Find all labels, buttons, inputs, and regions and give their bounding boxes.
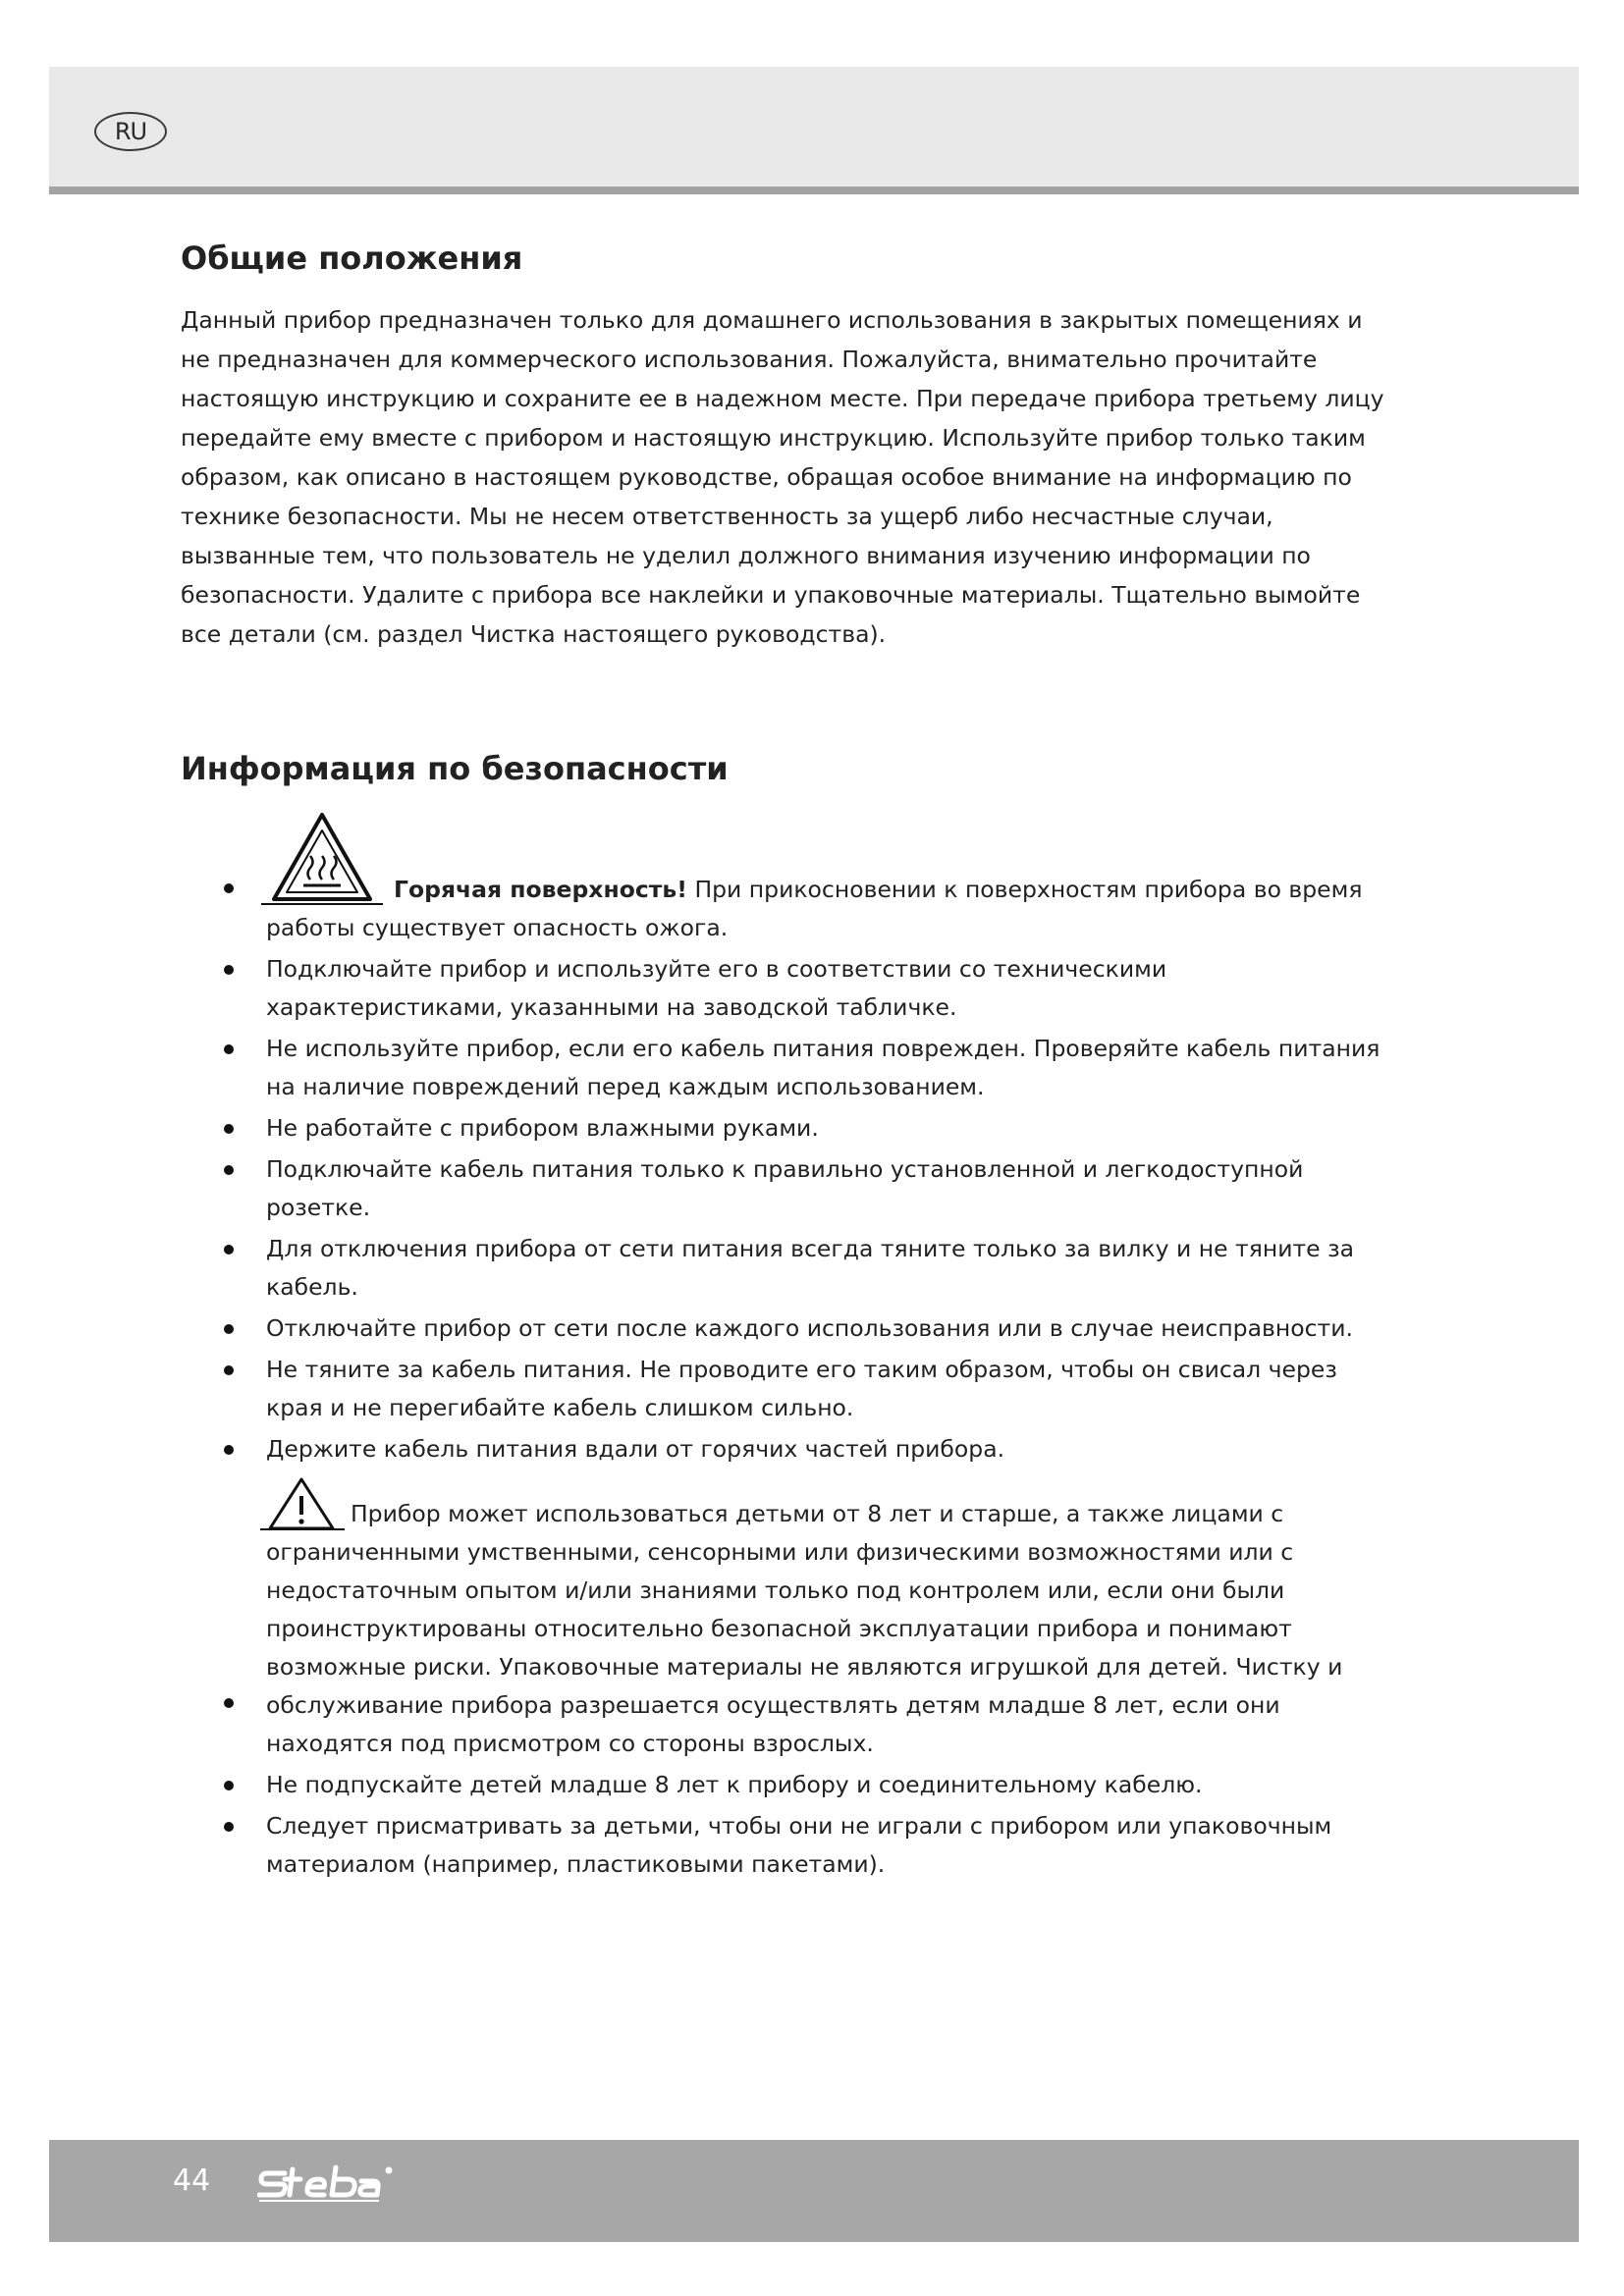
hot-surface-text: При прикосновении к поверхностям прибора во время работы существует опасность ожога.: [266, 876, 1363, 941]
bullet-icon: [224, 1445, 234, 1455]
list-item-text: Следует присматривать за детьми, чтобы они не играли с прибором или упаковочным материалом (например, пластиковыми пакетами).: [266, 1812, 1332, 1878]
list-item-hot-surface: [181, 809, 1398, 947]
bullet-icon: [224, 1698, 234, 1708]
steba-logo: [257, 2160, 418, 2209]
list-item: [181, 1230, 1398, 1307]
hot-surface-title: Горячая поверхность!: [394, 876, 687, 903]
section-title-general: Общие положения: [181, 240, 523, 277]
hot-surface-warning-icon: [266, 809, 378, 909]
bullet-icon: [224, 883, 234, 893]
warning-icon: [266, 1476, 345, 1533]
general-paragraph: Данный прибор предназначен только для домашнего использования в закрытых помещениях и не предназначен для коммерческого использования. Пожалуйста, внимательно прочитайте настоящую инструкцию и сохраните ее в надежном месте. При передаче прибора третьему лицу передайте ему вместе с прибором и настоящую инструкцию. Используйте прибор только таким образом, как описано в настоящем руководстве, обращая особое внимание на информацию по технике безопасности. Мы не несем ответственность за ущерб либо несчастные случаи, вызванные тем, что пользователь не уделил должного внимания изучению информации по безопасности. Удалите с прибора все наклейки и упаковочные материалы. Тщательно вымойте все детали (см. раздел Чистка настоящего руководства).: [181, 306, 1384, 648]
header-rule: [49, 187, 1579, 194]
header-band: [49, 67, 1579, 187]
bullet-icon: [224, 1245, 234, 1255]
list-item-text: Не работайте с прибором влажными руками.: [266, 1114, 819, 1142]
list-item-text: Держите кабель питания вдали от горячих частей прибора.: [266, 1435, 1005, 1463]
bullet-icon: [224, 1124, 234, 1134]
language-badge: RU: [94, 112, 167, 151]
list-item-children-warning: [181, 1476, 1398, 1763]
list-item-text: Не тяните за кабель питания. Не проводите его таким образом, чтобы он свисал через края и не перегибайте кабель слишком сильно.: [266, 1356, 1337, 1421]
list-item-text: Не используйте прибор, если его кабель питания поврежден. Проверяйте кабель питания на наличие повреждений перед каждым использованием.: [266, 1035, 1380, 1100]
list-item: [181, 1430, 1398, 1468]
bullet-icon: [224, 1044, 234, 1054]
list-item: [181, 1109, 1398, 1148]
list-item-text: Не подпускайте детей младше 8 лет к прибору и соединительному кабелю.: [266, 1771, 1203, 1798]
list-item-text: Подключайте кабель питания только к правильно установленной и легкодоступной розетке.: [266, 1155, 1304, 1221]
list-item: [181, 1150, 1398, 1227]
page-number: 44: [173, 2163, 211, 2198]
list-item: [181, 1807, 1398, 1884]
bullet-icon: [224, 1324, 234, 1334]
list-item-text: Подключайте прибор и используйте его в соответствии со техническими характеристиками, указанными на заводской табличке.: [266, 955, 1167, 1021]
bullet-icon: [224, 965, 234, 975]
bullet-icon: [224, 1165, 234, 1175]
bullet-icon: [224, 1365, 234, 1375]
safety-list: [181, 809, 1398, 1884]
list-item: [181, 1766, 1398, 1804]
list-item: [181, 950, 1398, 1027]
list-item: [181, 1351, 1398, 1427]
bullet-icon: [224, 1822, 234, 1832]
page-content: [181, 240, 1398, 1887]
list-item-text: Для отключения прибора от сети питания всегда тяните только за вилку и не тяните за кабель.: [266, 1235, 1355, 1301]
list-item: [181, 1309, 1398, 1348]
children-warning-text: Прибор может использоваться детьми от 8 лет и старше, а также лицами с ограниченными умственными, сенсорными или физическими возможностями или с недостаточным опытом и/или знаниями только под контролем или, если они были проинструктированы относительно безопасной эксплуатации прибора и понимают возможные риски. Упаковочные материалы не являются игрушкой для детей. Чистку и обслуживание прибора разрешается осуществлять детям младше 8 лет, если они находятся под присмотром со стороны взрослых.: [266, 1500, 1343, 1757]
list-item-text: Отключайте прибор от сети после каждого использования или в случае неисправности.: [266, 1314, 1353, 1342]
bullet-icon: [224, 1781, 234, 1790]
section-title-safety: Информация по безопасности: [181, 750, 729, 787]
list-item: [181, 1030, 1398, 1106]
